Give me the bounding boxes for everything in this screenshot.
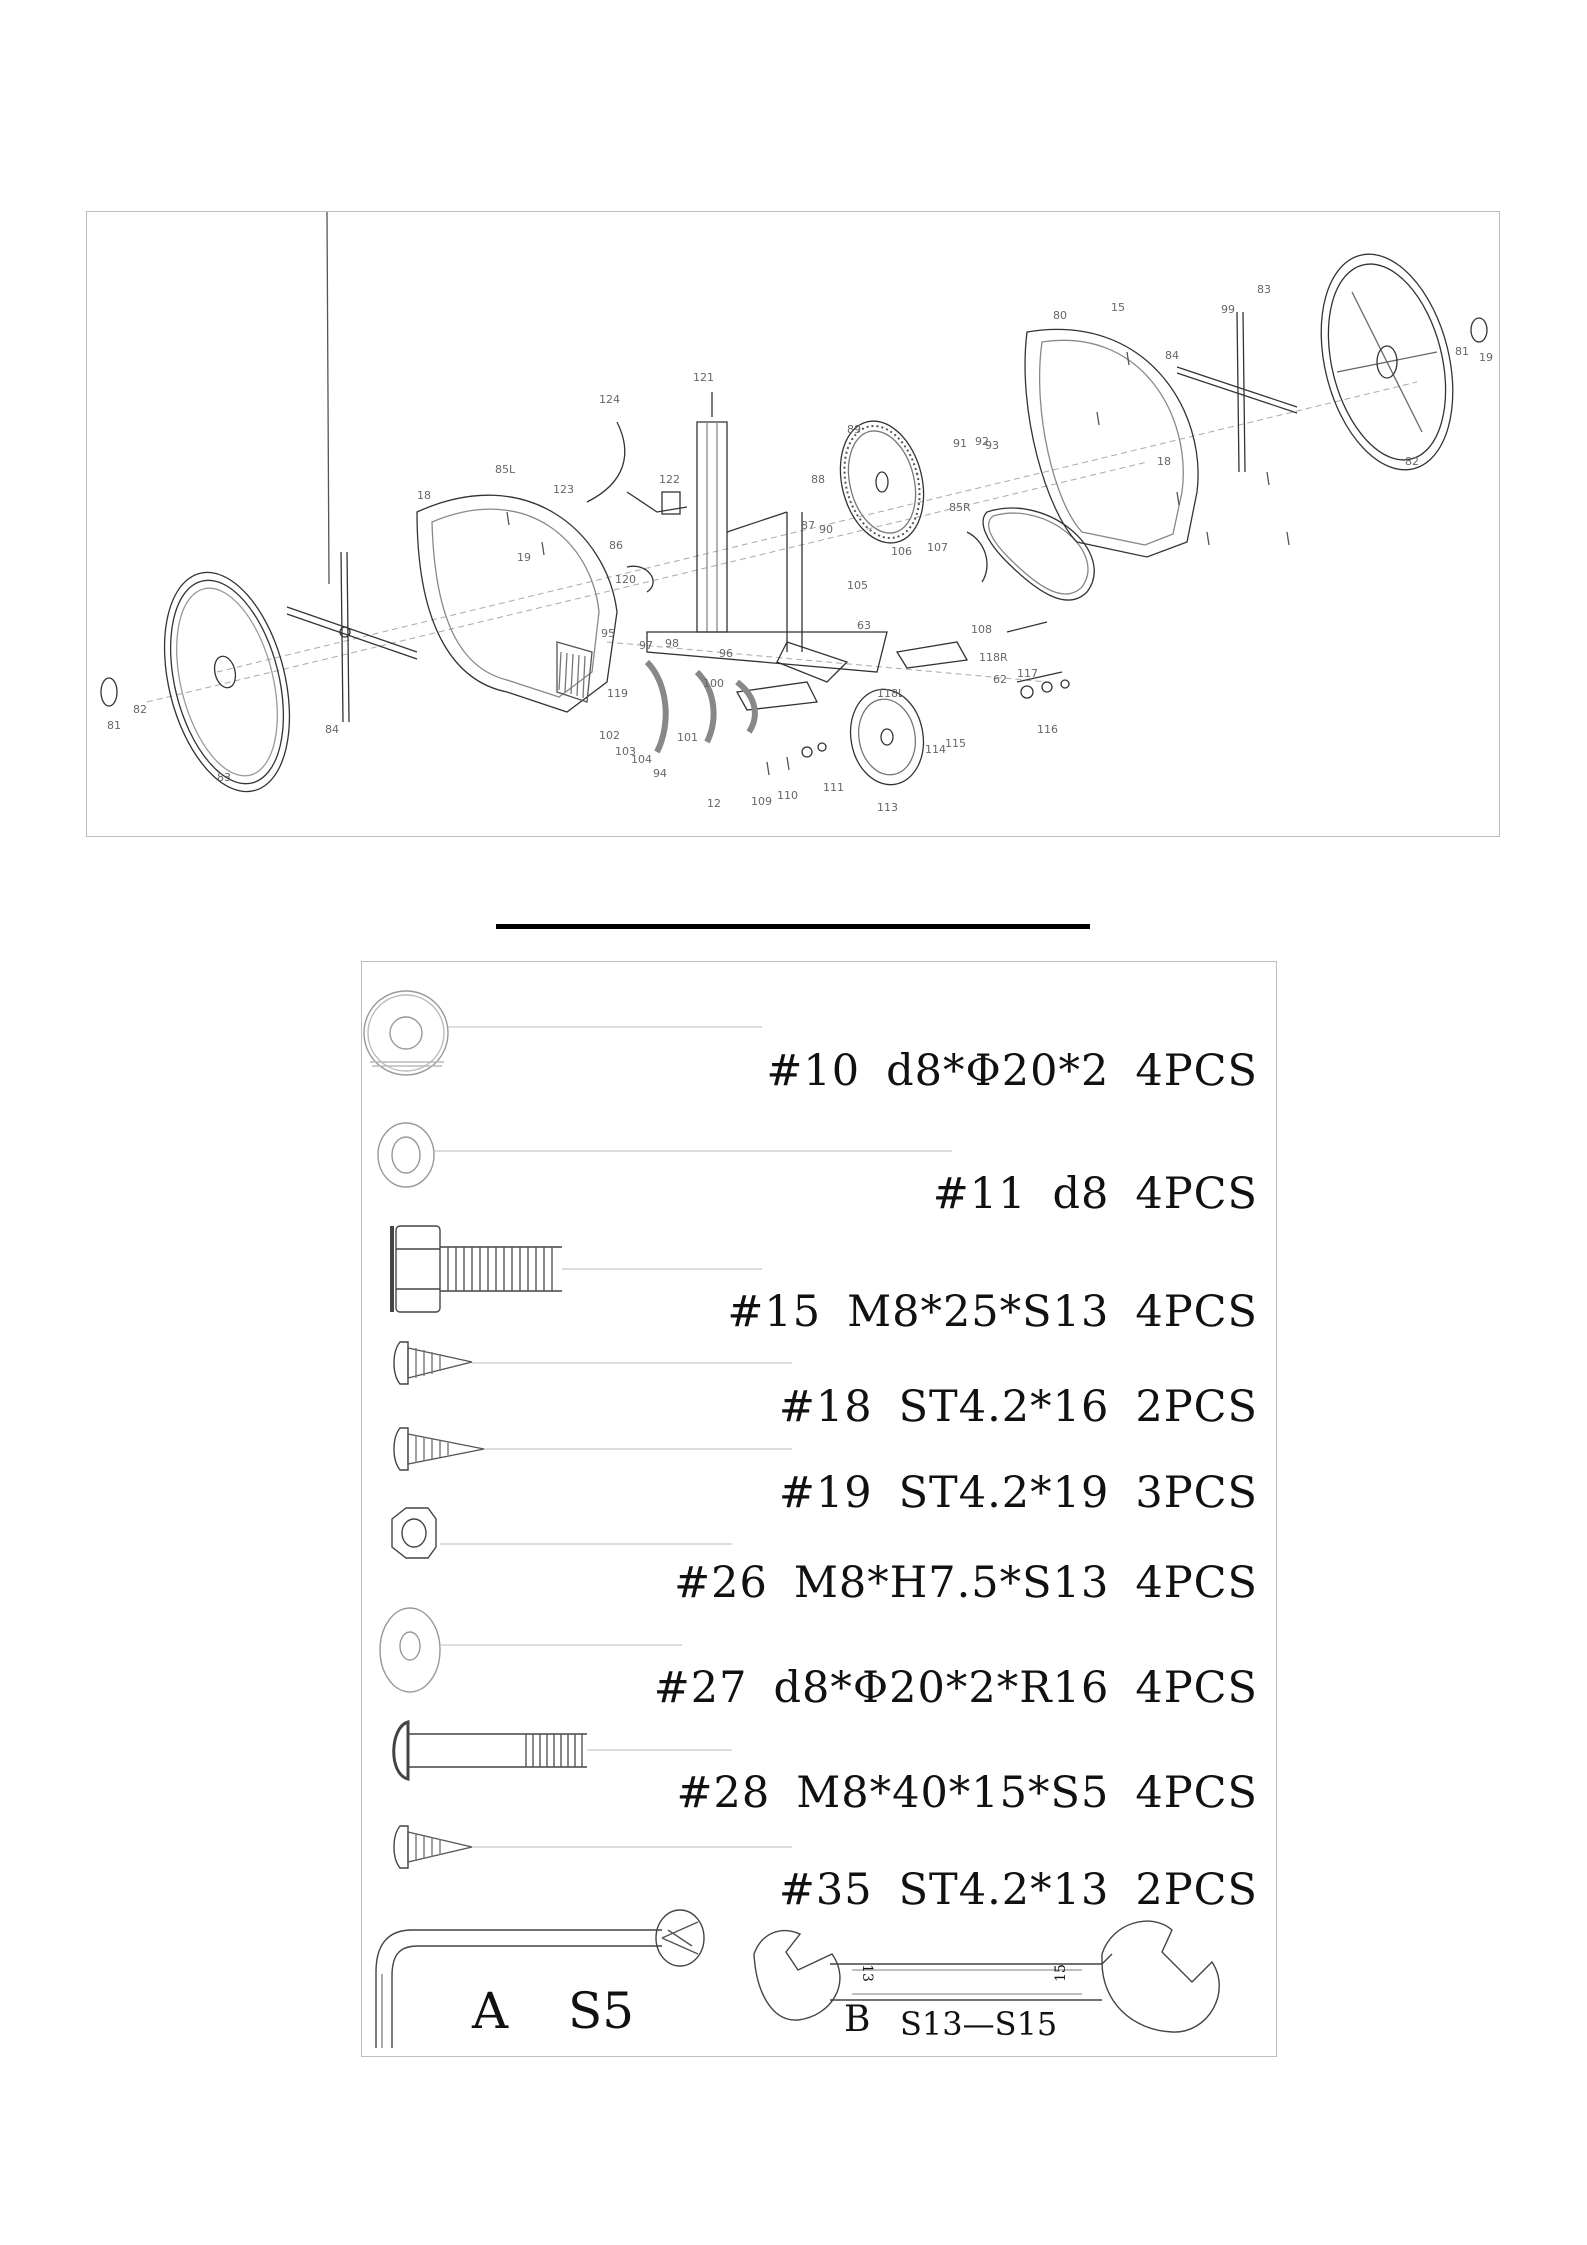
callout-label: 15 [1111, 301, 1125, 314]
callout-label: 89 [847, 423, 861, 436]
callout-label: 95 [601, 627, 615, 640]
callout-label: 19 [517, 551, 531, 564]
callout-label: 99 [1221, 303, 1235, 316]
part-spec: d8*Φ20*2 [886, 1046, 1110, 1096]
callout-label: 81 [107, 719, 121, 732]
part-spec: d8 [1052, 1169, 1110, 1219]
callout-label: 102 [599, 729, 620, 742]
exploded-view-drawing [87, 212, 1501, 838]
callout-label: 105 [847, 579, 868, 592]
callout-label: 122 [659, 473, 680, 486]
callout-label: 94 [653, 767, 667, 780]
callout-label: 124 [599, 393, 620, 406]
callout-label: 121 [693, 371, 714, 384]
callout-label: 82 [133, 703, 147, 716]
section-divider [496, 924, 1090, 929]
part-number: #19 [778, 1468, 873, 1518]
callout-label: 118R [979, 651, 1008, 664]
callout-label: 85R [949, 501, 971, 514]
hardware-row-10 [708, 1007, 1258, 1136]
part-spec: ST4.2*13 [898, 1865, 1110, 1915]
callout-label: 120 [615, 573, 636, 586]
callout-label: 111 [823, 781, 844, 794]
callout-label: 103 [615, 745, 636, 758]
part-spec: d8*Φ20*2*R16 [773, 1663, 1110, 1713]
part-number: #10 [766, 1046, 861, 1096]
callout-label: 106 [891, 545, 912, 558]
callout-label: 80 [1053, 309, 1067, 322]
part-qty: 4PCS [1135, 1046, 1258, 1096]
hex-key-size: S5 [568, 1982, 635, 2040]
callout-label: 12 [707, 797, 721, 810]
callout-label: 98 [665, 637, 679, 650]
callout-label: 101 [677, 731, 698, 744]
callout-label: 114 [925, 743, 946, 756]
callout-label: 113 [877, 801, 898, 814]
callout-label: 86 [609, 539, 623, 552]
callout-label: 90 [819, 523, 833, 536]
hardware-row-11 [874, 1130, 1258, 1259]
part-number: #18 [778, 1382, 873, 1432]
callout-label: 92 [975, 435, 989, 448]
callout-label: 88 [811, 473, 825, 486]
part-qty: 2PCS [1135, 1865, 1258, 1915]
part-number: #15 [727, 1287, 822, 1337]
part-number: #35 [778, 1865, 873, 1915]
part-number: #11 [932, 1169, 1027, 1219]
part-spec: ST4.2*19 [898, 1468, 1110, 1518]
callout-label: 100 [703, 677, 724, 690]
part-qty: 4PCS [1135, 1663, 1258, 1713]
callout-label: 118L [877, 687, 905, 700]
callout-label: 63 [857, 619, 871, 632]
wrench-size: S13—S15 [900, 2005, 1058, 2043]
callout-label: 83 [217, 771, 231, 784]
callout-label: 97 [639, 639, 653, 652]
part-qty: 4PCS [1135, 1558, 1258, 1608]
callout-label: 110 [777, 789, 798, 802]
callout-label: 116 [1037, 723, 1058, 736]
part-number: #28 [676, 1768, 771, 1818]
wrench-engraving-right: 15 [1052, 1964, 1069, 1982]
part-number: #27 [653, 1663, 748, 1713]
part-qty: 4PCS [1135, 1169, 1258, 1219]
callout-label: 87 [801, 519, 815, 532]
callout-label: 83 [1257, 283, 1271, 296]
callout-label: 108 [971, 623, 992, 636]
hex-key-icon [376, 1910, 704, 2048]
part-spec: M8*H7.5*S13 [793, 1558, 1110, 1608]
callout-label: 115 [945, 737, 966, 750]
part-spec: ST4.2*16 [898, 1382, 1110, 1432]
part-qty: 4PCS [1135, 1287, 1258, 1337]
wrench-engraving-left: 13 [858, 1964, 875, 1982]
part-qty: 3PCS [1135, 1468, 1258, 1518]
callout-label: 18 [417, 489, 431, 502]
hex-key-letter: A [472, 1982, 509, 2040]
callout-label: 119 [607, 687, 628, 700]
exploded-view-diagram [86, 211, 1500, 837]
callout-label: 18 [1157, 455, 1171, 468]
callout-label: 96 [719, 647, 733, 660]
callout-label: 84 [325, 723, 339, 736]
callout-label: 93 [985, 439, 999, 452]
callout-label: 104 [631, 753, 652, 766]
callout-label: 107 [927, 541, 948, 554]
callout-label: 91 [953, 437, 967, 450]
callout-label: 85L [495, 463, 516, 476]
callout-label: 117 [1017, 667, 1038, 680]
part-number: #26 [674, 1558, 768, 1608]
callout-label: 62 [993, 673, 1007, 686]
callout-label: 84 [1165, 349, 1179, 362]
callout-label: 19 [1479, 351, 1493, 364]
callout-label: 81 [1455, 345, 1469, 358]
hardware-pack-panel [361, 961, 1277, 2057]
flat-washer-icon [364, 991, 762, 1075]
callout-label: 109 [751, 795, 772, 808]
hardware-row-35 [720, 1826, 1258, 1955]
wrench-letter: B [844, 1999, 871, 2040]
callout-label: 82 [1405, 455, 1419, 468]
part-qty: 2PCS [1135, 1382, 1258, 1432]
part-spec: M8*25*S13 [847, 1287, 1110, 1337]
part-qty: 4PCS [1135, 1768, 1258, 1818]
callout-label: 123 [553, 483, 574, 496]
part-spec: M8*40*15*S5 [796, 1768, 1110, 1818]
